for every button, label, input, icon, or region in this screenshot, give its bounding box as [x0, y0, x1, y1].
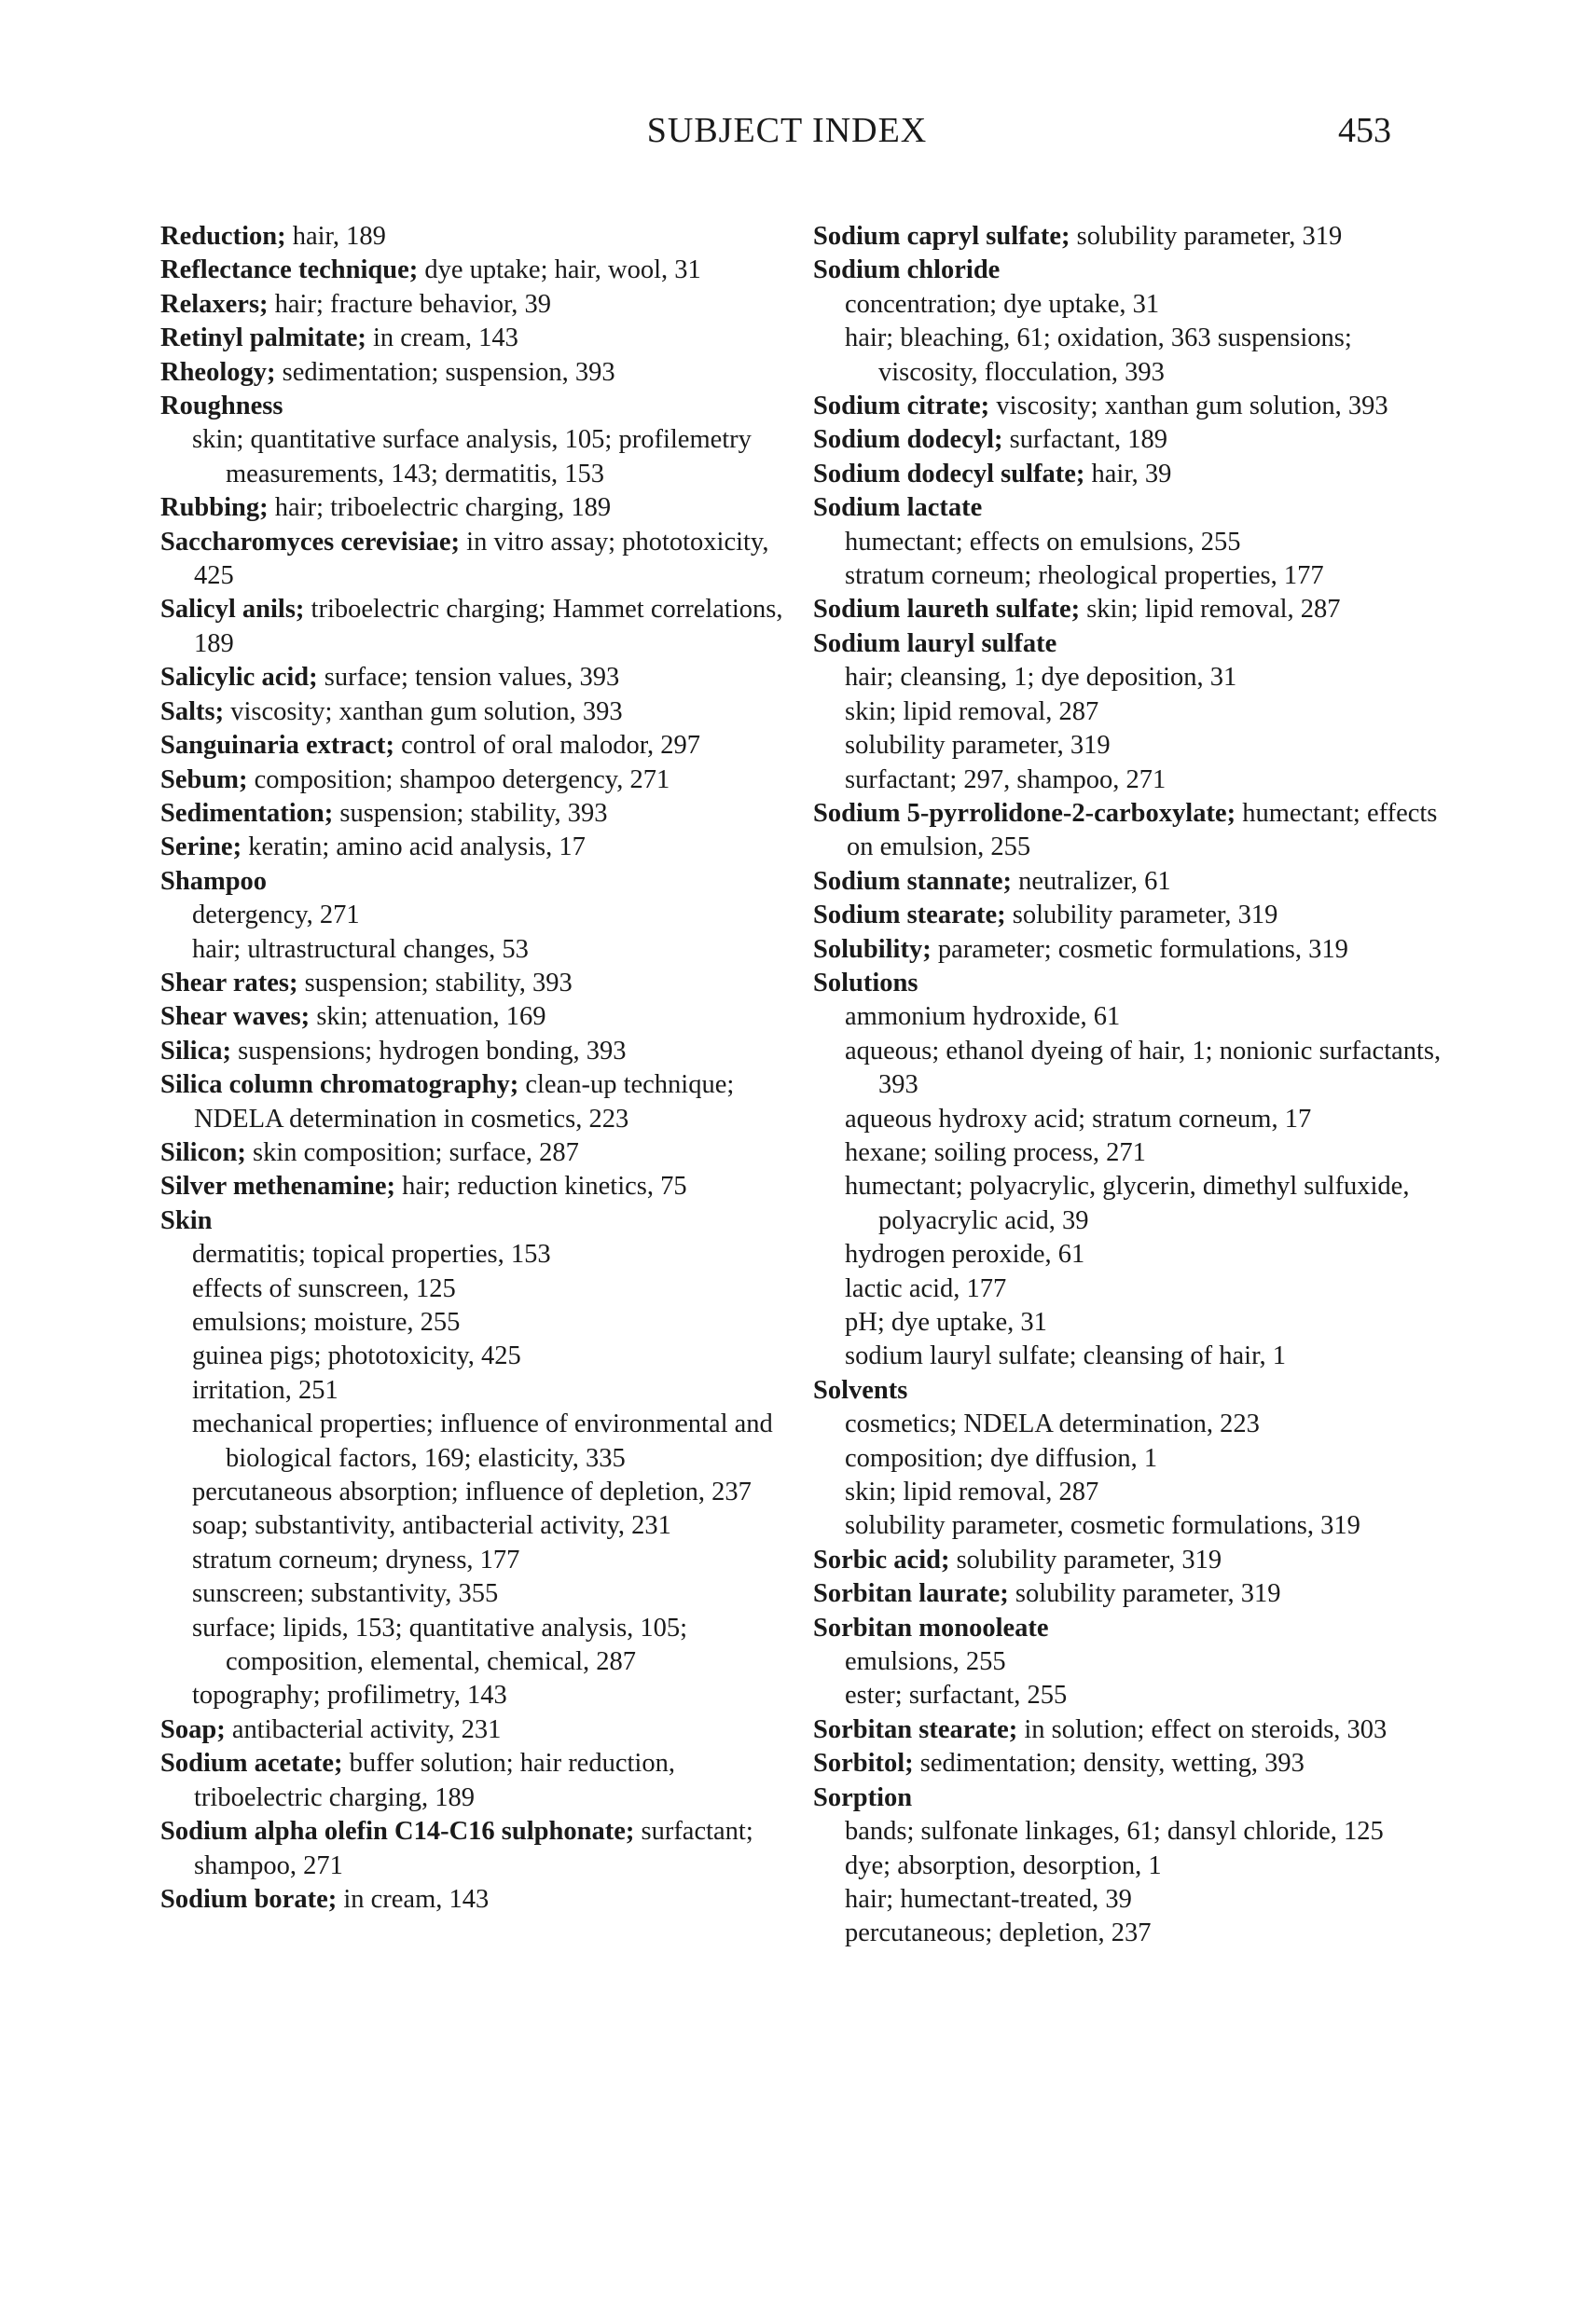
index-entry — [160, 1815, 804, 1883]
index-heading: Salicyl anils; — [160, 595, 305, 625]
index-entry-main — [813, 1544, 1457, 1577]
index-entry-main — [160, 831, 804, 864]
index-entry — [160, 1170, 804, 1203]
index-entry-main — [160, 526, 804, 594]
index-locator: humectant; effects on emulsion, 255 — [847, 798, 1438, 862]
index-heading: Sodium stannate; — [813, 866, 1012, 896]
index-entry-main — [813, 1612, 1457, 1645]
index-heading: Shampoo — [160, 866, 268, 896]
index-locator: neutralizer, 61 — [1012, 866, 1171, 896]
index-entry-main — [813, 627, 1457, 661]
index-entry — [813, 593, 1457, 626]
index-locator: surfactant; shampoo, 271 — [194, 1817, 753, 1880]
index-entry — [813, 390, 1457, 423]
index-heading: Saccharomyces cerevisiae; — [160, 527, 461, 557]
index-subentry: sodium lauryl sulfate; cleansing of hair, 1 — [845, 1341, 1286, 1371]
index-entry — [813, 1544, 1457, 1577]
index-locator: sedimentation; density, wetting, 393 — [913, 1749, 1305, 1779]
index-heading: Serine; — [160, 832, 242, 862]
index-entry — [813, 1577, 1457, 1611]
index-subentry: hexane; soiling process, 271 — [845, 1137, 1146, 1167]
index-entry — [160, 1000, 804, 1034]
index-subentry: dermatitis; topical properties, 153 — [192, 1240, 551, 1270]
index-subentry: skin; lipid removal, 287 — [845, 1478, 1099, 1507]
index-heading: Solutions — [813, 968, 918, 997]
index-subentry: lactic acid, 177 — [845, 1273, 1007, 1303]
index-entry-main — [160, 1713, 804, 1747]
index-heading: Sebum; — [160, 764, 248, 794]
index-locator: parameter; cosmetic formulations, 319 — [931, 934, 1348, 964]
index-entry — [160, 1747, 804, 1815]
index-entry-main — [160, 1747, 804, 1815]
index-subentry: aqueous hydroxy acid; stratum corneum, 17 — [845, 1104, 1312, 1134]
index-locator: skin composition; surface, 287 — [245, 1137, 579, 1167]
index-entry — [813, 899, 1457, 932]
index-entry-main — [813, 1713, 1457, 1747]
index-entry — [813, 1612, 1457, 1713]
index-subentry: dye; absorption, desorption, 1 — [845, 1850, 1162, 1880]
index-locator: suspension; stability, 393 — [297, 968, 573, 997]
index-subentry: hair; ultrastructural changes, 53 — [192, 934, 529, 964]
index-entry — [160, 288, 804, 322]
index-entry-main — [160, 491, 804, 525]
index-entry — [160, 1035, 804, 1068]
index-column-right — [813, 220, 1457, 1951]
index-subentry: ammonium hydroxide, 61 — [845, 1002, 1121, 1032]
index-heading: Skin — [160, 1205, 213, 1235]
index-heading: Silica; — [160, 1036, 231, 1066]
index-heading: Silver methenamine; — [160, 1172, 395, 1202]
index-entry-main — [160, 661, 804, 694]
index-heading: Sedimentation; — [160, 798, 334, 828]
index-entry — [160, 865, 804, 967]
index-locator: suspension; stability, 393 — [333, 798, 608, 828]
index-entry — [813, 933, 1457, 967]
index-subentry: skin; quantitative surface analysis, 105; profilemetry measurements, 143; dermatitis, 153 — [192, 425, 752, 488]
index-entry-main — [160, 695, 804, 729]
index-entry-main — [160, 356, 804, 390]
index-entry-main — [813, 390, 1457, 423]
index-heading: Sodium capryl sulfate; — [813, 222, 1070, 251]
index-entry-main — [160, 593, 804, 661]
index-heading: Sodium stearate; — [813, 901, 1006, 930]
index-entry — [160, 1204, 804, 1713]
index-entry-main — [813, 491, 1457, 525]
running-head — [0, 110, 1574, 157]
index-entry-main — [813, 899, 1457, 932]
index-subentry: percutaneous; depletion, 237 — [845, 1918, 1152, 1948]
index-heading: Salicylic acid; — [160, 663, 318, 693]
index-subentry: humectant; effects on emulsions, 255 — [845, 527, 1241, 557]
index-locator: solubility parameter, 319 — [1070, 222, 1343, 251]
index-subentry: effects of sunscreen, 125 — [192, 1273, 456, 1303]
index-locator: in cream, 143 — [366, 323, 518, 353]
index-entry-main — [160, 865, 804, 899]
index-entry-main — [160, 288, 804, 322]
index-heading: Silicon; — [160, 1137, 246, 1167]
index-subentry: emulsions, 255 — [845, 1647, 1006, 1677]
index-locator: solubility parameter, 319 — [949, 1545, 1222, 1575]
index-entry-main — [160, 220, 804, 254]
index-entry — [160, 526, 804, 594]
index-heading: Sorbitan laurate; — [813, 1579, 1009, 1609]
index-entry-main — [160, 1170, 804, 1203]
index-entry-main — [160, 1000, 804, 1034]
running-title: SUBJECT INDEX — [646, 111, 928, 150]
index-heading: Sodium chloride — [813, 255, 1001, 285]
index-entry — [160, 220, 804, 254]
index-subentry: hair; cleansing, 1; dye deposition, 31 — [845, 663, 1237, 693]
index-entry-main — [813, 458, 1457, 491]
index-entry — [813, 423, 1457, 457]
index-subentry: irritation, 251 — [192, 1375, 338, 1405]
index-heading: Sorbitan stearate; — [813, 1714, 1018, 1744]
index-heading: Sodium citrate; — [813, 392, 990, 421]
index-entry — [813, 1781, 1457, 1951]
index-heading: Sodium acetate; — [160, 1749, 343, 1779]
index-entry — [813, 458, 1457, 491]
index-entry-main — [813, 967, 1457, 1000]
index-subentry: hydrogen peroxide, 61 — [845, 1240, 1085, 1270]
index-entry-main — [813, 1374, 1457, 1408]
index-entry-main — [160, 967, 804, 1000]
index-subentry: guinea pigs; phototoxicity, 425 — [192, 1341, 521, 1371]
index-subentry: composition; dye diffusion, 1 — [845, 1443, 1158, 1473]
index-entry — [813, 797, 1457, 865]
index-subentry: skin; lipid removal, 287 — [845, 696, 1099, 726]
index-heading: Sodium alpha olefin C14-C16 sulphonate; — [160, 1817, 635, 1847]
index-entry — [813, 627, 1457, 797]
index-heading: Silica column chromatography; — [160, 1070, 519, 1100]
index-entry — [813, 967, 1457, 1374]
index-entry — [160, 491, 804, 525]
index-locator: hair; fracture behavior, 39 — [268, 289, 552, 319]
index-entry — [160, 1136, 804, 1170]
index-locator: keratin; amino acid analysis, 17 — [242, 832, 586, 862]
index-entry — [160, 1883, 804, 1917]
index-locator: hair, 189 — [285, 222, 386, 251]
index-subentry: percutaneous absorption; influence of depletion, 237 — [192, 1478, 752, 1507]
index-entry-main — [813, 220, 1457, 254]
index-locator: clean-up technique; NDELA determination in cosmetics, 223 — [194, 1070, 735, 1134]
index-entry — [160, 322, 804, 355]
index-locator: dye uptake; hair, wool, 31 — [418, 255, 701, 285]
index-locator: viscosity; xanthan gum solution, 393 — [224, 696, 623, 726]
index-entry — [813, 220, 1457, 254]
index-heading: Sodium borate; — [160, 1884, 338, 1914]
index-heading: Relaxers; — [160, 289, 269, 319]
index-heading: Salts; — [160, 696, 225, 726]
index-subentry: detergency, 271 — [192, 901, 360, 930]
index-heading: Reflectance technique; — [160, 255, 419, 285]
index-subentry: stratum corneum; dryness, 177 — [192, 1545, 520, 1575]
index-heading: Sodium lactate — [813, 493, 983, 523]
page-number: 453 — [1338, 111, 1391, 150]
index-subentry: emulsions; moisture, 255 — [192, 1308, 461, 1337]
index-locator: control of oral malodor, 297 — [394, 731, 701, 761]
index-entry-main — [160, 1035, 804, 1068]
index-entry — [160, 254, 804, 287]
index-heading: Sodium lauryl sulfate — [813, 628, 1057, 658]
index-entry-main — [813, 797, 1457, 865]
index-heading: Rheology; — [160, 357, 276, 387]
index-entry — [160, 1068, 804, 1136]
index-heading: Roughness — [160, 392, 283, 421]
index-locator: hair; reduction kinetics, 75 — [394, 1172, 687, 1202]
index-subentry: humectant; polyacrylic, glycerin, dimethyl sulfuxide, polyacrylic acid, 39 — [845, 1172, 1410, 1235]
index-entry — [160, 797, 804, 831]
index-entry — [813, 254, 1457, 390]
index-locator: in solution; effect on steroids, 303 — [1017, 1714, 1388, 1744]
index-heading: Solubility; — [813, 934, 932, 964]
index-subentry: hair; humectant-treated, 39 — [845, 1884, 1132, 1914]
index-entry-main — [160, 1204, 804, 1238]
index-heading: Soap; — [160, 1714, 226, 1744]
index-column-left — [160, 220, 804, 1917]
index-locator: skin; lipid removal, 287 — [1080, 595, 1341, 625]
index-locator: surface; tension values, 393 — [317, 663, 620, 693]
index-entry — [813, 865, 1457, 899]
index-entry — [813, 491, 1457, 593]
index-entry-main — [160, 1883, 804, 1917]
index-locator: buffer solution; hair reduction, triboelectric charging, 189 — [194, 1749, 675, 1812]
index-heading: Retinyl palmitate; — [160, 323, 366, 353]
index-locator: viscosity; xanthan gum solution, 393 — [989, 392, 1388, 421]
index-entry — [160, 695, 804, 729]
index-entry — [160, 729, 804, 763]
index-entry-main — [160, 1136, 804, 1170]
index-entry — [160, 831, 804, 864]
index-entry — [813, 1713, 1457, 1747]
index-locator: hair; triboelectric charging, 189 — [268, 493, 612, 523]
index-subentry: concentration; dye uptake, 31 — [845, 289, 1160, 319]
index-locator: triboelectric charging; Hammet correlations, 189 — [194, 595, 783, 658]
index-entry-main — [813, 933, 1457, 967]
index-locator: composition; shampoo detergency, 271 — [247, 764, 670, 794]
index-heading: Sorbitan monooleate — [813, 1613, 1049, 1643]
index-locator: sedimentation; suspension, 393 — [275, 357, 615, 387]
index-subentry: topography; profilimetry, 143 — [192, 1681, 507, 1711]
index-heading: Solvents — [813, 1375, 908, 1405]
index-locator: suspensions; hydrogen bonding, 393 — [231, 1036, 627, 1066]
index-heading: Sodium laureth sulfate; — [813, 595, 1081, 625]
index-locator: skin; attenuation, 169 — [310, 1002, 546, 1032]
index-entry-main — [813, 423, 1457, 457]
index-entry-main — [160, 763, 804, 797]
index-subentry: sunscreen; substantivity, 355 — [192, 1579, 499, 1609]
index-heading: Shear rates; — [160, 968, 298, 997]
index-subentry: pH; dye uptake, 31 — [845, 1308, 1047, 1337]
index-subentry: cosmetics; NDELA determination, 223 — [845, 1410, 1260, 1439]
index-entry — [160, 593, 804, 661]
index-locator: solubility parameter, 319 — [1008, 1579, 1281, 1609]
index-subentry: mechanical properties; influence of environmental and biological factors, 169; elasticity, 335 — [192, 1410, 773, 1473]
index-locator: solubility parameter, 319 — [1005, 901, 1278, 930]
index-entry-main — [160, 1815, 804, 1883]
index-locator: hair, 39 — [1084, 459, 1172, 488]
index-locator: in cream, 143 — [337, 1884, 490, 1914]
index-subentry: surface; lipids, 153; quantitative analysis, 105; composition, elemental, chemical, 287 — [192, 1613, 688, 1677]
index-entry-main — [813, 1781, 1457, 1815]
index-heading: Sorption — [813, 1782, 913, 1812]
index-entry — [813, 1747, 1457, 1781]
index-heading: Sorbitol; — [813, 1749, 914, 1779]
index-locator: surfactant, 189 — [1002, 425, 1167, 455]
index-subentry: stratum corneum; rheological properties, 177 — [845, 561, 1324, 591]
index-subentry: solubility parameter, cosmetic formulations, 319 — [845, 1511, 1360, 1541]
index-entry-main — [160, 797, 804, 831]
index-entry — [160, 661, 804, 694]
index-heading: Rubbing; — [160, 493, 269, 523]
index-heading: Sodium 5-pyrrolidone-2-carboxylate; — [813, 798, 1236, 828]
index-heading: Shear waves; — [160, 1002, 311, 1032]
index-subentry: bands; sulfonate linkages, 61; dansyl chloride, 125 — [845, 1817, 1384, 1847]
index-entry — [160, 967, 804, 1000]
index-subentry: hair; bleaching, 61; oxidation, 363 suspensions; viscosity, flocculation, 393 — [845, 323, 1352, 387]
index-subentry: surfactant; 297, shampoo, 271 — [845, 764, 1167, 794]
index-entry — [813, 1374, 1457, 1544]
index-entry-main — [813, 1747, 1457, 1781]
index-heading: Reduction; — [160, 222, 286, 251]
index-entry-main — [160, 254, 804, 287]
index-heading: Sodium dodecyl; — [813, 425, 1003, 455]
index-locator: antibacterial activity, 231 — [225, 1714, 502, 1744]
index-subentry: solubility parameter, 319 — [845, 731, 1111, 761]
index-subentry: aqueous; ethanol dyeing of hair, 1; nonionic surfactants, 393 — [845, 1036, 1442, 1100]
index-heading: Sorbic acid; — [813, 1545, 950, 1575]
index-heading: Sodium dodecyl sulfate; — [813, 459, 1085, 488]
index-entry-main — [813, 1577, 1457, 1611]
index-locator: in vitro assay; phototoxicity, 425 — [194, 527, 769, 591]
index-heading: Sanguinaria extract; — [160, 731, 394, 761]
index-subentry: soap; substantivity, antibacterial activity, 231 — [192, 1511, 671, 1541]
index-entry — [160, 390, 804, 491]
index-entry-main — [160, 390, 804, 423]
index-entry — [160, 1713, 804, 1747]
index-entry-main — [813, 593, 1457, 626]
index-entry — [160, 763, 804, 797]
index-entry-main — [813, 254, 1457, 287]
index-entry-main — [160, 322, 804, 355]
index-entry — [160, 356, 804, 390]
index-entry-main — [160, 1068, 804, 1136]
index-entry-main — [813, 865, 1457, 899]
index-entry-main — [160, 729, 804, 763]
index-subentry: ester; surfactant, 255 — [845, 1681, 1068, 1711]
